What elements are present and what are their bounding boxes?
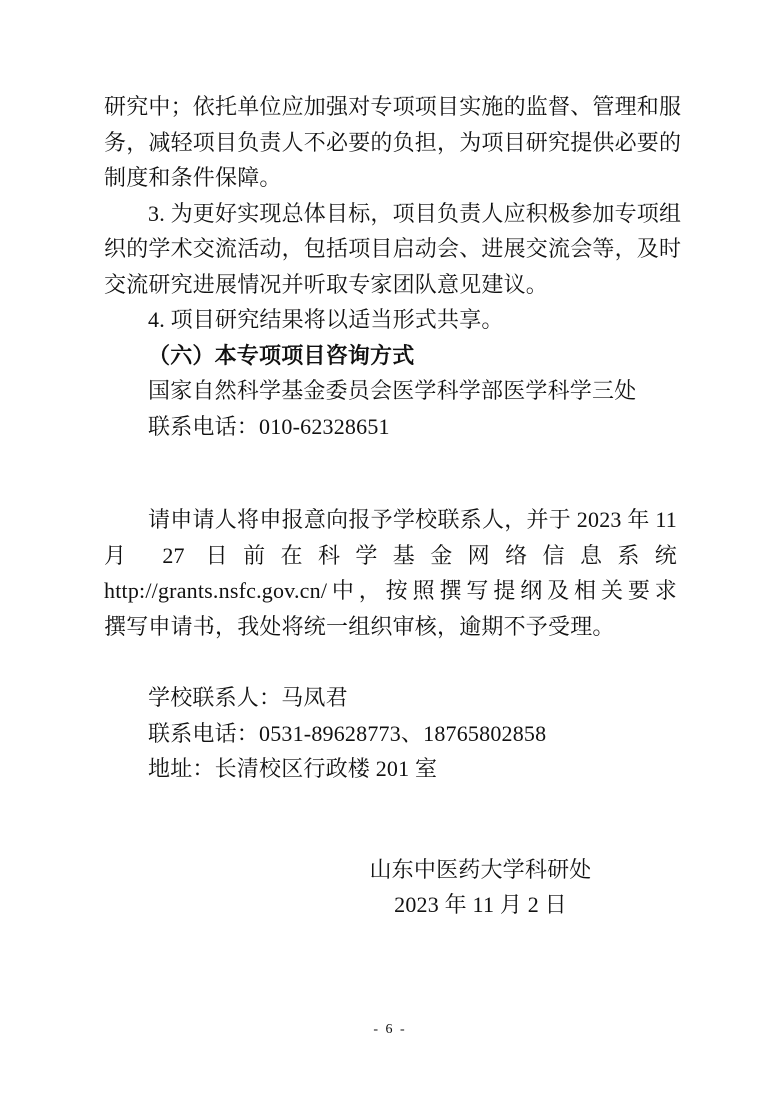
body-line: 研究中；依托单位应加强对专项项目实施的监督、管理和服: [104, 94, 682, 119]
application-notice-line: 撰写申请书，我处将统一组织审核，逾期不予受理。: [104, 613, 615, 639]
page-number: - 6 -: [373, 1022, 407, 1037]
body-line: 务，减轻项目负责人不必要的负担，为项目研究提供必要的: [104, 129, 682, 155]
nsfc-phone-line: 联系电话：010-62328651: [148, 413, 390, 439]
spacer: [104, 644, 677, 680]
nsfc-department-line: 国家自然科学基金委员会医学科学部医学科学三处: [148, 378, 637, 403]
item-3-line: 交流研究进展情况并听取专家团队意见建议。: [104, 271, 549, 297]
signature-date: 2023 年 11 月 2 日: [394, 892, 567, 917]
signature-org: 山东中医药大学科研处: [369, 856, 592, 882]
school-address-line: 地址：长清校区行政楼 201 室: [148, 756, 438, 781]
spacer: [104, 787, 677, 852]
item-4-line: 4. 项目研究结果将以适当形式共享。: [148, 307, 504, 332]
application-notice-line: http://grants.nsfc.gov.cn/中，按照撰写提纲及相关要求: [104, 578, 677, 603]
application-notice-line: 月 27 日前在科学基金网络信息系统: [104, 542, 677, 568]
item-3-line: 织的学术交流活动，包括项目启动会、进展交流会等，及时: [104, 236, 682, 261]
school-phone-line: 联系电话：0531-89628773、18765802858: [148, 720, 547, 746]
application-notice-line: 请申请人将申报意向报予学校联系人，并于 2023 年 11: [148, 507, 677, 532]
body-line: 制度和条件保障。: [104, 165, 282, 190]
school-contact-line: 学校联系人：马凤君: [148, 685, 348, 710]
item-3-line: 3. 为更好实现总体目标，项目负责人应积极参加专项组: [148, 200, 682, 226]
spacer: [104, 444, 677, 502]
section-heading-consultation: （六）本专项项目咨询方式: [148, 342, 415, 368]
